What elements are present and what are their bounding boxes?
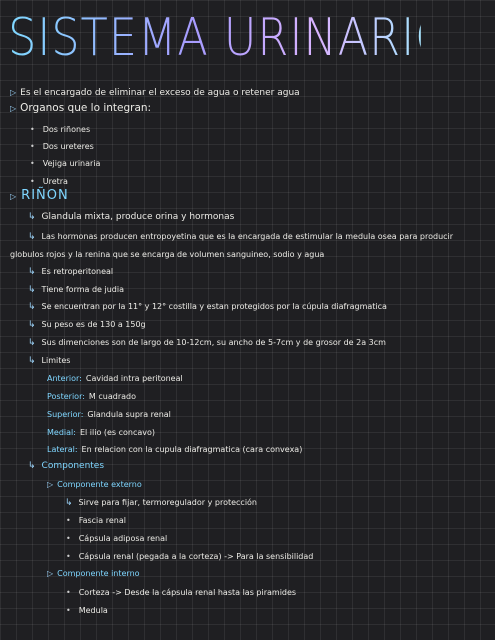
- hook-arrow-icon: ↳: [65, 498, 73, 508]
- componente-externo-heading: ▷ Componente externo: [47, 480, 142, 489]
- hook-arrow-icon: ↳: [28, 232, 36, 242]
- organ-item: • Vejiga urinaria: [30, 159, 101, 168]
- dot-bullet-icon: •: [66, 534, 71, 543]
- rinon-item: ↳ Sus dimenciones son de largo de 10-12cm, su ancho de 5-7cm y de grosor de 2a 3cm: [28, 338, 386, 348]
- section-heading-rinon: ▷ RIÑON: [10, 188, 69, 203]
- dot-bullet-icon: •: [30, 159, 35, 168]
- componentes-heading: ↳ Componentes: [28, 461, 105, 471]
- organ-item: • Dos riñones: [30, 125, 91, 134]
- hook-arrow-icon: ↳: [28, 212, 36, 222]
- limite-item: Medial: El ilio (es concavo): [47, 428, 156, 437]
- rinon-item: ↳ Limites: [28, 356, 71, 366]
- intro-line-2: ▷ Organos que lo integran:: [10, 102, 152, 114]
- organ-item: • Dos ureteres: [30, 142, 94, 151]
- hook-arrow-icon: ↳: [28, 461, 36, 471]
- hook-arrow-icon: ↳: [28, 285, 36, 295]
- limite-item: Lateral: En relacion con la cupula diafragmatica (cara convexa): [47, 445, 303, 454]
- rinon-item: ↳ Glandula mixta, produce orina y hormonas: [28, 212, 235, 222]
- limite-item: Anterior: Cavidad intra peritoneal: [47, 374, 183, 383]
- triangle-bullet-icon: ▷: [10, 104, 17, 113]
- rinon-item-continuation: globulos rojos y la renina que se encarga de volumen sanguineo, sodio y agua: [10, 250, 325, 259]
- dot-bullet-icon: •: [30, 177, 35, 186]
- dot-bullet-icon: •: [66, 606, 71, 615]
- triangle-bullet-icon: ▷: [10, 192, 18, 201]
- dot-bullet-icon: •: [66, 588, 71, 597]
- triangle-bullet-icon: ▷: [47, 569, 54, 578]
- interno-item: • Corteza -> Desde la cápsula renal hasta las piramides: [66, 588, 297, 597]
- externo-item: • Cápsula adiposa renal: [66, 534, 168, 543]
- dot-bullet-icon: •: [30, 125, 35, 134]
- externo-item: • Fascia renal: [66, 516, 126, 525]
- rinon-item: ↳ Las hormonas producen entropoyetina que es la encargada de estimular la medula osea para producir: [28, 232, 454, 242]
- limite-item: Posterior: M cuadrado: [47, 392, 136, 401]
- interno-item: • Medula: [66, 606, 108, 615]
- intro-line-1: ▷ Es el encargado de eliminar el exceso de agua o retener agua: [10, 88, 300, 98]
- hook-arrow-icon: ↳: [28, 356, 36, 366]
- dot-bullet-icon: •: [66, 516, 71, 525]
- externo-item: • Cápsula renal (pegada a la corteza) -> Para la sensibilidad: [66, 552, 314, 561]
- organ-item: • Uretra: [30, 177, 68, 186]
- hook-arrow-icon: ↳: [28, 302, 36, 312]
- componente-externo-sub: ↳ Sirve para fijar, termoregulador y protección: [65, 498, 258, 508]
- hook-arrow-icon: ↳: [28, 338, 36, 348]
- rinon-item: ↳ Es retroperitoneal: [28, 267, 114, 277]
- rinon-item: ↳ Se encuentran por la 11° y 12° costilla y estan protegidos por la cúpula diafragmatica: [28, 302, 387, 312]
- rinon-item: ↳ Su peso es de 130 a 150g: [28, 320, 146, 330]
- dot-bullet-icon: •: [30, 142, 35, 151]
- triangle-bullet-icon: ▷: [10, 88, 17, 97]
- triangle-bullet-icon: ▷: [47, 480, 54, 489]
- page-title: SISTEMA URINARIO: [8, 4, 421, 72]
- limite-item: Superior: Glandula supra renal: [47, 410, 171, 419]
- rinon-item: ↳ Tiene forma de judia: [28, 285, 125, 295]
- dot-bullet-icon: •: [66, 552, 71, 561]
- hook-arrow-icon: ↳: [28, 267, 36, 277]
- componente-interno-heading: ▷ Componente interno: [47, 569, 140, 578]
- hook-arrow-icon: ↳: [28, 320, 36, 330]
